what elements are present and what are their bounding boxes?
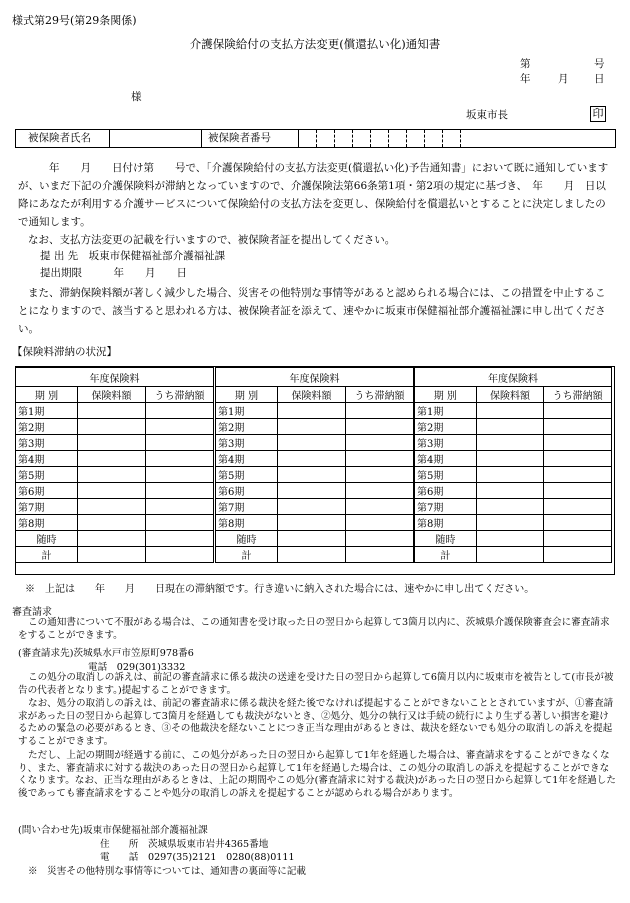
status-note: ※ 上記は 年 月 日現在の滞納額です。行き違いに納入された場合には、速やかに申し出てください。 <box>25 584 535 595</box>
notice-paragraph-1: 年 月 日付け第 号で、「介護保険給付の支払方法変更(償還払い化)予告通知書」において既に通知していますが、いまだ下記の介護保険料が滞納となっていますので、介護保険法第66条第1項・第2項の規定に基づき、 年 月 日以降にあなたが利用する介護サービスについて保険給付の支払方法を変更し、保険給付を償還払いとすることに決定しましたので通知します。 <box>18 162 609 228</box>
premium-amount-cell[interactable] <box>476 515 544 531</box>
appeal-paragraph-4: ただし、上記の期間が経過する前に、この処分があった日の翌日から起算して1年を経過した場合は、審査請求をすることができなくなり、また、審査請求に対する裁決のあった日の翌日から起算して1年を経過した場合は、この処分の取消しの訴えを提起することができなくなります。なお、正当な理由があるときは、上記の期間やこの処分(審査請求に対する裁決)があった日の翌日から起算して1年を経過した後であっても審査請求をすることや処分の取消しの訴えを提起することが認められる場合があります。 <box>18 750 616 799</box>
premium-amount-cell[interactable] <box>78 483 146 499</box>
arrears-total-cell[interactable] <box>145 547 213 563</box>
premium-amount-cell[interactable] <box>78 435 146 451</box>
period-label: 第5期 <box>16 467 78 483</box>
appeal-paragraph-1: この通知書について不服がある場合は、この通知書を受け取った日の翌日から起算して3箇月以内に、茨城県介護保険審査会に審査請求をすることができます。 <box>18 617 610 641</box>
total-label: 計 <box>216 547 278 563</box>
arrears-amount-cell[interactable] <box>345 467 413 483</box>
table-column-header: うち滞納額 <box>345 387 413 403</box>
table-column-header: 期 別 <box>216 387 278 403</box>
period-label: 第7期 <box>16 499 78 515</box>
table-row <box>16 515 214 531</box>
appeal-paragraph-2: この処分の取消しの訴えは、前記の審査請求に係る裁決の送達を受けた日の翌日から起算して6箇月以内に坂東市を被告として(市長が被告の代表者となります。)提起することができます。 <box>18 672 614 696</box>
table-row <box>16 403 214 419</box>
arrears-amount-cell[interactable] <box>145 515 213 531</box>
arrears-amount-cell[interactable] <box>145 435 213 451</box>
total-label: 計 <box>16 547 78 563</box>
arrears-amount-cell[interactable] <box>544 419 612 435</box>
table-row <box>415 435 612 451</box>
premium-amount-cell[interactable] <box>278 483 346 499</box>
arrears-amount-cell[interactable] <box>544 435 612 451</box>
premium-amount-cell[interactable] <box>476 419 544 435</box>
arrears-total-cell[interactable] <box>544 547 612 563</box>
table-row <box>16 531 214 547</box>
premium-amount-cell[interactable] <box>78 531 146 547</box>
table-column-header: 期 別 <box>415 387 477 403</box>
table-group-label: 年度保険料 <box>415 368 612 387</box>
total-label: 計 <box>415 547 477 563</box>
premium-total-cell[interactable] <box>476 547 544 563</box>
table-row <box>216 419 414 435</box>
date-hi: 日 <box>594 73 605 85</box>
premium-amount-cell[interactable] <box>278 531 346 547</box>
appeal-heading: 審査請求 <box>12 607 52 618</box>
period-label: 第8期 <box>216 515 278 531</box>
arrears-amount-cell[interactable] <box>145 403 213 419</box>
arrears-amount-cell[interactable] <box>145 419 213 435</box>
arrears-amount-cell[interactable] <box>145 451 213 467</box>
table-row <box>216 499 414 515</box>
period-label: 第7期 <box>415 499 477 515</box>
arrears-total-cell[interactable] <box>345 547 413 563</box>
period-label: 第3期 <box>16 435 78 451</box>
table-row <box>16 419 214 435</box>
period-label: 第2期 <box>216 419 278 435</box>
arrears-amount-cell[interactable] <box>544 451 612 467</box>
form-number: 様式第29号(第29条関係) <box>12 14 137 27</box>
table-row <box>415 419 612 435</box>
table-row <box>415 515 612 531</box>
premium-amount-cell[interactable] <box>78 403 146 419</box>
submit-deadline: 提出期限 年 月 日 <box>40 267 187 279</box>
addressee-suffix: 様 <box>131 91 142 103</box>
arrears-amount-cell[interactable] <box>544 483 612 499</box>
arrears-amount-cell[interactable] <box>544 467 612 483</box>
table-row <box>216 403 414 419</box>
notice-paragraph-2: なお、支払方法変更の記載を行いますので、被保険者証を提出してください。 <box>28 234 396 246</box>
table-row <box>216 531 414 547</box>
table-row <box>16 451 214 467</box>
arrears-amount-cell[interactable] <box>544 515 612 531</box>
period-label: 第2期 <box>16 419 78 435</box>
premium-amount-cell[interactable] <box>78 499 146 515</box>
period-label: 第4期 <box>216 451 278 467</box>
premium-amount-cell[interactable] <box>78 467 146 483</box>
arrears-amount-cell[interactable] <box>345 531 413 547</box>
issuer-name: 坂東市長 <box>466 109 508 121</box>
status-heading: 【保険料滞納の状況】 <box>12 346 117 358</box>
premium-amount-cell[interactable] <box>476 435 544 451</box>
arrears-amount-cell[interactable] <box>544 499 612 515</box>
period-label: 第4期 <box>415 451 477 467</box>
date-tsuki: 月 <box>558 73 569 85</box>
period-label: 第7期 <box>216 499 278 515</box>
arrears-amount-cell[interactable] <box>145 483 213 499</box>
period-label: 第6期 <box>16 483 78 499</box>
premium-total-cell[interactable] <box>278 547 346 563</box>
table-total-row <box>16 547 214 563</box>
inquiry-tel: 電 話 0297(35)2121 0280(88)0111 <box>100 852 295 863</box>
arrears-amount-cell[interactable] <box>345 515 413 531</box>
period-label: 第3期 <box>415 435 477 451</box>
doc-number-dai: 第 <box>520 58 531 70</box>
table-row <box>16 435 214 451</box>
table-row <box>415 451 612 467</box>
table-row <box>16 483 214 499</box>
premium-total-cell[interactable] <box>78 547 146 563</box>
arrears-amount-cell[interactable] <box>544 403 612 419</box>
premium-amount-cell[interactable] <box>476 499 544 515</box>
period-label: 随時 <box>16 531 78 547</box>
period-label: 第3期 <box>216 435 278 451</box>
arrears-amount-cell[interactable] <box>345 483 413 499</box>
arrears-amount-cell[interactable] <box>345 451 413 467</box>
period-label: 第5期 <box>216 467 278 483</box>
table-column-header: 保険料額 <box>476 387 544 403</box>
period-label: 随時 <box>415 531 477 547</box>
period-label: 第2期 <box>415 419 477 435</box>
inquiry-address: 住 所 茨城県坂東市岩井4365番地 <box>100 839 269 850</box>
table-row <box>216 515 414 531</box>
arrears-amount-cell[interactable] <box>345 435 413 451</box>
table-row <box>415 531 612 547</box>
doc-number-go: 号 <box>594 58 605 70</box>
premium-amount-cell[interactable] <box>278 499 346 515</box>
period-label: 第6期 <box>216 483 278 499</box>
premium-amount-cell[interactable] <box>278 467 346 483</box>
inquiry-contact: (問い合わせ先)坂東市保健福祉部介護福祉課 <box>18 825 208 836</box>
table-row <box>216 451 414 467</box>
payment-table-2 <box>215 367 414 563</box>
seal-mark: 印 <box>590 106 606 122</box>
premium-amount-cell[interactable] <box>278 451 346 467</box>
premium-amount-cell[interactable] <box>78 515 146 531</box>
period-label: 第1期 <box>16 403 78 419</box>
premium-amount-cell[interactable] <box>278 419 346 435</box>
period-label: 第8期 <box>16 515 78 531</box>
table-column-header: 保険料額 <box>78 387 146 403</box>
period-label: 第6期 <box>415 483 477 499</box>
arrears-amount-cell[interactable] <box>145 499 213 515</box>
period-label: 第5期 <box>415 467 477 483</box>
arrears-amount-cell[interactable] <box>544 531 612 547</box>
payment-table-3 <box>414 367 612 563</box>
table-column-header: 保険料額 <box>278 387 346 403</box>
appeal-destination-tel: 電話 029(301)3332 <box>88 662 186 673</box>
insured-name-label: 被保険者氏名 <box>28 132 91 144</box>
appeal-destination: (審査請求先)茨城県水戸市笠原町978番6 <box>18 648 194 659</box>
premium-amount-cell[interactable] <box>476 403 544 419</box>
insured-number-label: 被保険者番号 <box>208 132 271 144</box>
table-row <box>216 435 414 451</box>
arrears-amount-cell[interactable] <box>345 419 413 435</box>
arrears-amount-cell[interactable] <box>345 403 413 419</box>
document-title: 介護保険給付の支払方法変更(償還払い化)通知書 <box>189 37 441 51</box>
table-row <box>216 483 414 499</box>
table-group-label: 年度保険料 <box>16 368 214 387</box>
premium-amount-cell[interactable] <box>78 451 146 467</box>
table-group-label: 年度保険料 <box>216 368 414 387</box>
arrears-amount-cell[interactable] <box>345 499 413 515</box>
arrears-amount-cell[interactable] <box>145 531 213 547</box>
table-row <box>16 499 214 515</box>
premium-amount-cell[interactable] <box>476 531 544 547</box>
submit-to: 提 出 先 坂東市保健福祉部介護福祉課 <box>40 250 226 262</box>
payment-status-tables <box>15 366 615 575</box>
arrears-amount-cell[interactable] <box>145 467 213 483</box>
table-total-row <box>415 547 612 563</box>
footer-note: ※ 災害その他特別な事情等については、通知書の裏面等に記載 <box>28 866 307 877</box>
premium-amount-cell[interactable] <box>78 419 146 435</box>
table-column-header: うち滞納額 <box>544 387 612 403</box>
table-column-header: 期 別 <box>16 387 78 403</box>
table-row <box>16 467 214 483</box>
date-nen: 年 <box>520 73 531 85</box>
insured-id-row <box>15 129 616 148</box>
table-row <box>415 483 612 499</box>
period-label: 随時 <box>216 531 278 547</box>
table-row <box>415 467 612 483</box>
table-row <box>216 467 414 483</box>
table-row <box>415 499 612 515</box>
premium-amount-cell[interactable] <box>278 403 346 419</box>
appeal-paragraph-3: なお、処分の取消しの訴えは、前記の審査請求に係る裁決を経た後でなければ提起することができないこととされていますが、①審査請求があった日の翌日から起算して3箇月を経過しても裁決がないとき、②処分、処分の執行又は手続の続行により生ずる著しい損害を避けるための緊急の必要があるとき、③その他裁決を経ないことにつき正当な理由があるときは、裁決を経ないでも処分の取消しの訴えを提起することができます。 <box>18 698 614 747</box>
table-total-row <box>216 547 414 563</box>
payment-table-1 <box>16 367 215 563</box>
premium-amount-cell[interactable] <box>476 451 544 467</box>
notice-paragraph-3: また、滞納保険料額が著しく減少した場合、災害その他特別な事情等があると認められる場合には、この措置を中止することになりますので、該当すると思われる方は、被保険者証を添えて、速やかに坂東市保健福祉部介護福祉課に申し出てください。 <box>18 287 606 335</box>
period-label: 第8期 <box>415 515 477 531</box>
table-column-header: うち滞納額 <box>145 387 213 403</box>
premium-amount-cell[interactable] <box>476 467 544 483</box>
premium-amount-cell[interactable] <box>278 515 346 531</box>
period-label: 第4期 <box>16 451 78 467</box>
period-label: 第1期 <box>216 403 278 419</box>
period-label: 第1期 <box>415 403 477 419</box>
premium-amount-cell[interactable] <box>476 483 544 499</box>
table-row <box>415 403 612 419</box>
premium-amount-cell[interactable] <box>278 435 346 451</box>
